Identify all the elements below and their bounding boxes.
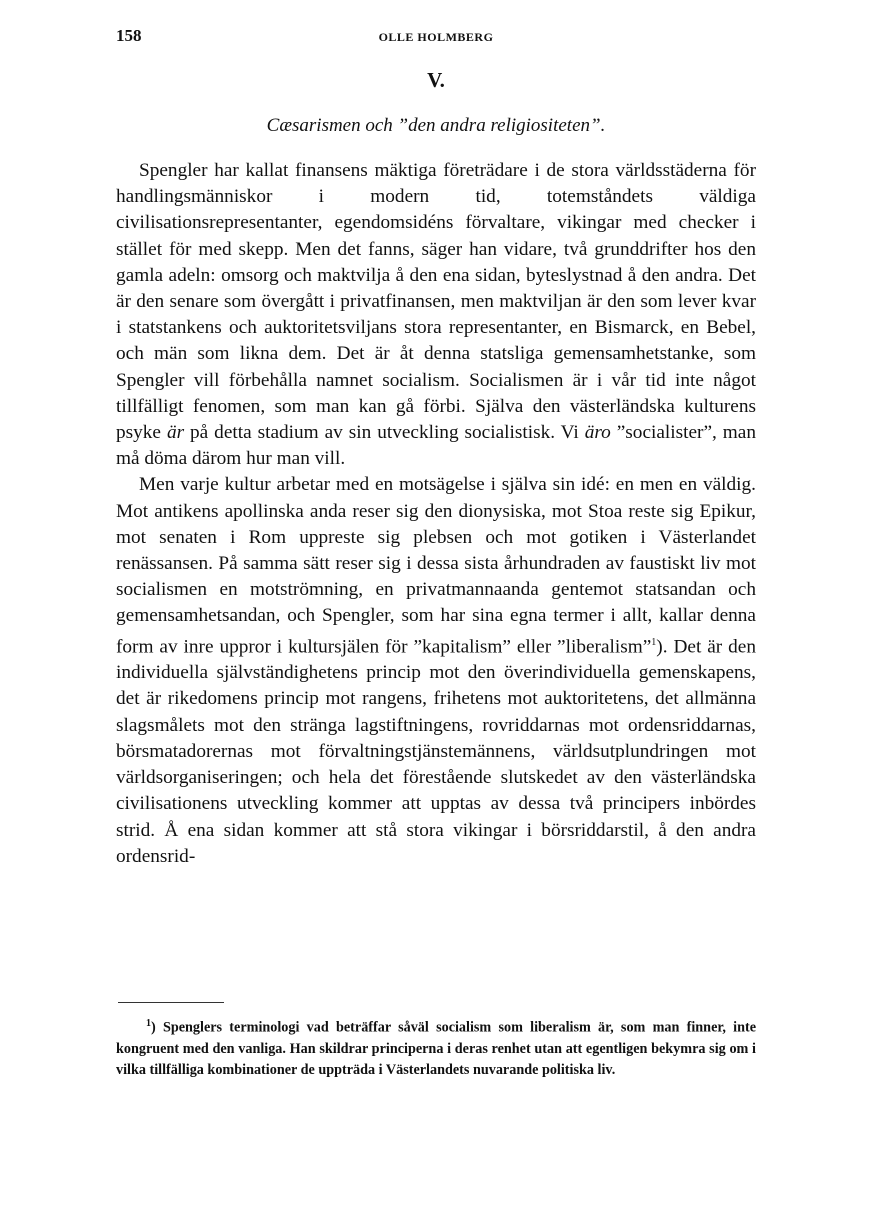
paragraph-text: ). Det är den individuella självständighetens princip mot den överindividuella gemenskapens, det är rikedomens princip mot rangens, frihetens mot auktoritetens, det allmänna slagsmålets mot den stränga lagstiftningens, rovriddarnas mot ordensriddarnas, börsmatadorernas mot förvaltningstjänstemännens, världsutplundringen mot världsorganiseringen; och hela det förestående slutskedet av den västerländska civilisationens utveckling kommer att upptas av dessa två principers inbördes strid. Å ena sidan kommer att stå stora vikingar i börsriddarstil, å den andra ordensrid- [116, 636, 756, 867]
paragraph-text: Men varje kultur arbetar med en motsägelse i själva sin idé: en men en väldig. Mot antikens apollinska anda reser sig den dionysiska, mot Stoa reste sig Epikur, mot senaten i Rom uppreste sig plebsen och mot gotiken i Västerlandet renässansen. På samma sätt reser sig i dessa sista århundraden av faustiskt liv mot socialismen en motströmning, en privatmannaanda gentemot statsandan och gemensamhetsandan, och Spengler, som har sina egna termer i allt, kallar denna form av inre uppror i kultursjälen för ”kapitalism” eller ”liberalism” [116, 474, 756, 658]
emphasis: är [166, 422, 185, 444]
footnote [116, 1013, 756, 1081]
paragraph-text: Spengler har kallat finansens mäktiga företrädare i de stora världsstäderna för handlingsmänniskor i modern tid, totemståndets väldiga civilisationsrepresentanter, egendomsidéns förvaltare, vikingar med checker i stället för med skepp. Men det fanns, säger han vidare, två grunddrifter hos den gamla adeln: omsorg och maktvilja å den ena sidan, byteslystnad å den andra. Det är den senare som övergått i privatfinansen, men maktviljan är den som lever kvar i statstankens och auktoritetsviljans stora representanter, en Bismarck, en Bebel, och män som likna dem. Det är åt denna statsliga gemensamhetstanke, som Spengler vill förbehålla namnet socialism. Socialismen är i vår tid inte något tillfälligt fenomen, som man kan gå förbi. Själva den västerländska kulturens psyke [116, 160, 756, 444]
page-number: 158 [116, 26, 142, 45]
footnote-marker: 1 [146, 1018, 151, 1029]
page-header [116, 26, 756, 50]
running-title: OLLE HOLMBERG [378, 30, 494, 44]
paragraph [116, 158, 756, 472]
paragraph-text: på detta stadium av sin utveckling socialistisk. Vi [184, 422, 585, 444]
paragraph-text: ”socialister”, man må döma därom hur man vill. [116, 422, 756, 470]
emphasis: äro [584, 422, 611, 444]
body-text [116, 158, 756, 870]
footnote-reference[interactable]: 1 [651, 636, 657, 648]
section-number: V. [427, 68, 445, 92]
section-title: Cæsarismen och ”den andra religiositeten”. [266, 115, 606, 136]
paragraph [116, 472, 756, 869]
footnote-divider [118, 1002, 224, 1003]
footnote-text: ) Spenglers terminologi vad beträffar såväl socialism som liberalism är, som man finner, inte kongruent med den vanliga. Han skildrar principerna i deras renhet utan att egentligen bekymra sig om i vilka tillfälliga kombinationer de uppträda i Västerlandets nuvarande politiska liv. [116, 1019, 756, 1078]
